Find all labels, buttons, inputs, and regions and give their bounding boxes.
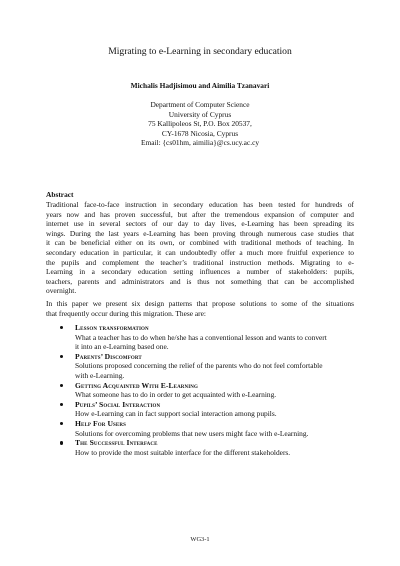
pattern-item [60, 400, 360, 419]
affiliation-street: 75 Kallipoleos St, P.O. Box 20537, [148, 119, 252, 129]
pattern-name: Pupils’ Social Interaction [75, 399, 161, 409]
pattern-name: Help For Users [75, 418, 126, 428]
pattern-item [60, 352, 360, 381]
pattern-description [75, 429, 360, 439]
pattern-item [60, 381, 360, 400]
abstract-paragraph-2 [46, 299, 354, 318]
affiliation-university: University of Cyprus [168, 109, 232, 119]
pattern-description-line: How e-Learning can in fact support social interaction among pupils. [75, 409, 277, 419]
paragraph-line: Learning in a secondary education setting influences a number of stakeholders: pupils, [46, 267, 354, 277]
pattern-description [75, 409, 360, 419]
affiliation-block [0, 100, 400, 148]
paragraph-line: internet use in several sectors of our day to day lives, e-Learning has been spreading its [46, 219, 354, 229]
bullet-icon [60, 422, 63, 425]
paragraph-line: wings. During the last years e-Learning has been proving through numerous case studies that [46, 228, 354, 238]
bullet-icon [60, 326, 63, 329]
paragraph-line: Traditional face-to-face instruction in secondary education has been tested for hundreds of [46, 200, 354, 209]
pattern-description [75, 361, 360, 380]
pattern-item [60, 323, 360, 352]
pattern-name: Parents’ Discomfort [75, 351, 142, 361]
affiliation-department: Department of Computer Science [150, 100, 250, 109]
pattern-name: Lesson transformation [75, 323, 149, 332]
bullet-icon [60, 441, 63, 444]
bullet-icon [60, 403, 63, 406]
bullet-icon [60, 384, 63, 387]
paragraph-line: years now and has proven successful, but after the tremendous expansion of computer and [46, 209, 354, 219]
pattern-description [75, 333, 360, 352]
affiliation-email: Email: {cs01hm, aimilia}@cs.ucy.ac.cy [140, 138, 260, 148]
pattern-description [75, 448, 360, 458]
pattern-description-line: What a teacher has to do when he/she has a conventional lesson and wants to convert [75, 332, 327, 342]
pattern-name: Getting Acquainted With E-Learning [75, 380, 198, 390]
pattern-item [60, 438, 360, 457]
pattern-description-line: Solutions for overcoming problems that new users might face with e-Learning. [75, 428, 309, 438]
paragraph-line: In this paper we present six design patterns that propose solutions to some of the situations [46, 299, 354, 308]
pattern-description-line: What someone has to do in order to get acquainted with e-Learning. [75, 390, 277, 400]
paragraph-line: that frequently occur during this migration. These are: [46, 308, 206, 318]
pattern-description [75, 390, 360, 400]
pattern-description-line: with e-Learning. [75, 370, 125, 380]
paper-title: Migrating to e-Learning in secondary education [108, 46, 292, 57]
paragraph-line: teachers, parents and administrators and is thus not something that can be accomplished [46, 276, 354, 286]
pattern-name: The Successful Interface [75, 438, 158, 448]
page-footer: WG3-1 [190, 536, 210, 543]
pattern-item [60, 419, 360, 438]
paragraph-line: the pupils and complement the teacher’s traditional instruction methods. Migrating to e- [46, 257, 354, 267]
pattern-description-line: it into an e-Learning based one. [75, 342, 169, 352]
design-pattern-list [60, 323, 360, 457]
pattern-description-line: How to provide the most suitable interface for the different stakeholders. [75, 447, 291, 457]
author-names: Michalis Hadjisimou and Aimilia Tzanavari [130, 81, 270, 90]
bullet-icon [60, 355, 63, 358]
paragraph-line: secondary education in particular, it can undoubtedly offer a much more fruitful experience to [46, 247, 354, 257]
abstract-paragraph-1 [46, 200, 354, 296]
abstract-heading: Abstract [46, 190, 74, 199]
paragraph-line: it can be beneficial either on its own, or combined with traditional methods of teaching. In [46, 238, 354, 248]
pattern-description-line: Solutions proposed concerning the relief of the parents who do not feel comfortable [75, 361, 323, 371]
affiliation-city: CY-1678 Nicosia, Cyprus [161, 128, 239, 138]
paragraph-line: overnight. [46, 286, 77, 296]
